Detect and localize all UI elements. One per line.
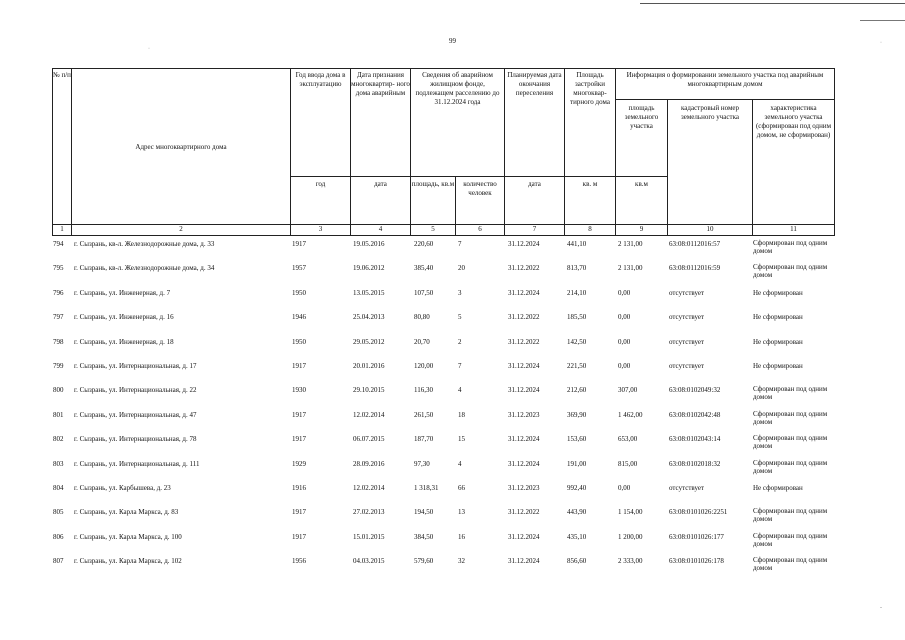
table-row bbox=[52, 260, 835, 284]
row-status: Не сформирован bbox=[753, 288, 803, 297]
col-number: 4 bbox=[378, 225, 383, 233]
row-people: 16 bbox=[458, 532, 465, 541]
row-year: 1957 bbox=[292, 264, 306, 273]
row-number: 797 bbox=[53, 313, 64, 322]
unit-date: дата bbox=[374, 180, 387, 188]
unit-area: площадь, кв.м bbox=[411, 180, 455, 188]
row-area: 194,50 bbox=[414, 508, 434, 517]
row-people: 2 bbox=[458, 337, 462, 346]
row-building-area: 369,90 bbox=[567, 410, 587, 419]
row-date: 25.04.2013 bbox=[353, 313, 385, 322]
row-cadastral: 63:08:0102043:14 bbox=[669, 435, 721, 444]
row-building-area: 142,50 bbox=[567, 337, 587, 346]
row-people: 32 bbox=[458, 557, 465, 566]
row-people: 7 bbox=[458, 361, 462, 370]
row-status: Сформирован под одним домом bbox=[753, 434, 828, 451]
row-area: 384,50 bbox=[414, 532, 434, 541]
row-year: 1917 bbox=[292, 410, 306, 419]
row-status: Не сформирован bbox=[753, 483, 803, 492]
row-date: 06.07.2015 bbox=[353, 435, 385, 444]
row-people: 13 bbox=[458, 508, 465, 517]
row-land-area: 2 131,00 bbox=[618, 240, 643, 248]
row-people: 4 bbox=[458, 459, 462, 468]
row-status: Сформирован под одним домом bbox=[753, 458, 828, 475]
row-planned-date: 31.12.2024 bbox=[508, 361, 540, 370]
header-cadastral: кадастровый номер земельного участка bbox=[681, 104, 739, 121]
table-row bbox=[52, 358, 835, 382]
row-date: 13.05.2015 bbox=[353, 288, 385, 297]
row-planned-date: 31.12.2023 bbox=[508, 410, 540, 419]
row-year: 1917 bbox=[292, 508, 306, 517]
row-address: г. Сызрань, ул. Инженерная, д. 7 bbox=[74, 288, 171, 297]
scan-edge-line bbox=[640, 3, 905, 4]
header-land-area: площадь земельного участка bbox=[624, 104, 659, 130]
row-people: 7 bbox=[458, 240, 462, 248]
row-area: 107,50 bbox=[414, 288, 434, 297]
table-row bbox=[52, 529, 835, 553]
row-status: Не сформирован bbox=[753, 337, 803, 346]
row-area: 220,60 bbox=[414, 240, 434, 248]
row-cadastral: отсутствует bbox=[669, 313, 705, 322]
col-number: 9 bbox=[639, 225, 644, 233]
row-date: 19.06.2012 bbox=[353, 264, 385, 273]
row-date: 29.05.2012 bbox=[353, 337, 385, 346]
row-planned-date: 31.12.2024 bbox=[508, 435, 540, 444]
row-cadastral: 63:08:0102049:32 bbox=[669, 386, 721, 395]
row-address: г. Сызрань, ул. Карла Маркса, д. 83 bbox=[74, 508, 179, 517]
header-land-characteristic: характеристика земельного участка (сформирован под одним домом, не сформирован) bbox=[755, 104, 832, 139]
row-address: г. Сызрань, ул. Интернациональная, д. 22 bbox=[74, 386, 197, 395]
row-status: Не сформирован bbox=[753, 361, 803, 370]
table-row bbox=[52, 553, 835, 577]
table-row bbox=[52, 504, 835, 528]
row-building-area: 992,40 bbox=[567, 483, 587, 492]
row-people: 3 bbox=[458, 288, 462, 297]
row-year: 1930 bbox=[292, 386, 306, 395]
col-number: 5 bbox=[431, 225, 435, 233]
row-year: 1917 bbox=[292, 532, 306, 541]
row-building-area: 214,10 bbox=[567, 288, 587, 297]
col-number: 6 bbox=[478, 225, 482, 233]
header-num: № п/п bbox=[53, 71, 71, 79]
table-row bbox=[52, 407, 835, 431]
row-area: 97,30 bbox=[414, 459, 430, 468]
row-building-area: 191,00 bbox=[567, 459, 587, 468]
table-row bbox=[52, 480, 835, 504]
row-land-area: 0,00 bbox=[618, 337, 631, 346]
row-planned-date: 31.12.2024 bbox=[508, 557, 540, 566]
row-address: г. Сызрань, ул. Интернациональная, д. 78 bbox=[74, 435, 197, 444]
row-building-area: 185,50 bbox=[567, 313, 587, 322]
row-year: 1950 bbox=[292, 288, 306, 297]
row-cadastral: 63:08:0102042:48 bbox=[669, 410, 721, 419]
row-year: 1917 bbox=[292, 361, 306, 370]
row-planned-date: 31.12.2022 bbox=[508, 313, 540, 322]
row-address: г. Сызрань, ул. Интернациональная, д. 47 bbox=[74, 410, 197, 419]
row-building-area: 212,60 bbox=[567, 386, 587, 395]
row-address: г. Сызрань, кв-л. Железнодорожные дома, д. 34 bbox=[74, 264, 215, 273]
table-row bbox=[52, 456, 835, 480]
row-status: Сформирован под одним домом bbox=[753, 385, 828, 402]
row-planned-date: 31.12.2024 bbox=[508, 386, 540, 395]
row-cadastral: 63:08:0112016:59 bbox=[669, 264, 721, 273]
row-cadastral: 63:08:0101026:178 bbox=[669, 557, 724, 566]
row-cadastral: 63:08:0102018:32 bbox=[669, 459, 721, 468]
row-cadastral: отсутствует bbox=[669, 483, 705, 492]
row-area: 120,00 bbox=[414, 361, 434, 370]
row-address: г. Сызрань, ул. Интернациональная, д. 111 bbox=[74, 459, 200, 468]
row-planned-date: 31.12.2023 bbox=[508, 483, 540, 492]
unit-year: год bbox=[315, 180, 326, 188]
row-land-area: 2 131,00 bbox=[618, 264, 643, 273]
header-building-area: Площадь застройки многоквар- тирного дома bbox=[570, 71, 610, 106]
row-planned-date: 31.12.2022 bbox=[508, 337, 540, 346]
header-planned-date: Планируемая дата окончания переселения bbox=[507, 71, 562, 97]
col-number: 11 bbox=[790, 225, 797, 233]
header-emergency-info: Сведения об аварийном жилищном фонде, подлежащем расселению до 31.12.2024 года bbox=[415, 71, 500, 106]
row-land-area: 0,00 bbox=[618, 313, 631, 322]
row-planned-date: 31.12.2024 bbox=[508, 288, 540, 297]
row-address: г. Сызрань, ул. Инженерная, д. 18 bbox=[74, 337, 174, 346]
table-row bbox=[52, 236, 835, 260]
row-land-area: 2 333,00 bbox=[618, 557, 643, 566]
row-planned-date: 31.12.2024 bbox=[508, 532, 540, 541]
table-row bbox=[52, 309, 835, 333]
row-status: Сформирован под одним домом bbox=[753, 409, 828, 426]
table-row bbox=[52, 334, 835, 358]
row-year: 1917 bbox=[292, 435, 306, 444]
row-area: 116,30 bbox=[414, 386, 433, 395]
row-year: 1950 bbox=[292, 337, 306, 346]
table-header bbox=[52, 68, 835, 236]
row-planned-date: 31.12.2022 bbox=[508, 508, 540, 517]
row-year: 1946 bbox=[292, 313, 306, 322]
col-number: 1 bbox=[60, 225, 64, 233]
table-row bbox=[52, 382, 835, 406]
row-cadastral: отсутствует bbox=[669, 337, 705, 346]
row-address: г. Сызрань, ул. Карла Маркса, д. 102 bbox=[74, 557, 182, 566]
table-body bbox=[52, 236, 835, 577]
row-status: Сформирован под одним домом bbox=[753, 556, 828, 573]
row-status: Сформирован под одним домом bbox=[753, 239, 828, 255]
row-cadastral: отсутствует bbox=[669, 361, 705, 370]
row-area: 187,70 bbox=[414, 435, 434, 444]
scan-dot: · bbox=[880, 40, 882, 46]
row-area: 579,60 bbox=[414, 557, 434, 566]
row-number: 801 bbox=[53, 410, 64, 419]
row-number: 796 bbox=[53, 288, 64, 297]
row-people: 4 bbox=[458, 386, 462, 395]
header-address: Адрес многоквартирного дома bbox=[135, 143, 227, 151]
header-year-built: Год ввода дома в эксплуатацию bbox=[295, 71, 346, 88]
row-people: 5 bbox=[458, 313, 462, 322]
header-land-info: Информация о формировании земельного участка под аварийным многоквартирным домом bbox=[626, 71, 824, 88]
row-cadastral: 63:08:0101026:177 bbox=[669, 532, 724, 541]
row-building-area: 435,10 bbox=[567, 532, 587, 541]
row-cadastral: 63:08:0112016:57 bbox=[669, 240, 721, 248]
row-cadastral: отсутствует bbox=[669, 288, 705, 297]
row-cadastral: 63:08:0101026:2251 bbox=[669, 508, 728, 517]
scan-dot: - bbox=[880, 605, 882, 611]
row-date: 12.02.2014 bbox=[353, 483, 385, 492]
row-number: 799 bbox=[53, 361, 64, 370]
unit-sqm2: кв.м bbox=[635, 180, 648, 188]
table-row bbox=[52, 285, 835, 309]
row-number: 805 bbox=[53, 508, 64, 517]
row-address: г. Сызрань, кв-л. Железнодорожные дома, д. 33 bbox=[74, 240, 215, 248]
row-date: 15.01.2015 bbox=[353, 532, 385, 541]
row-land-area: 1 154,00 bbox=[618, 508, 643, 517]
row-people: 20 bbox=[458, 264, 465, 273]
row-year: 1956 bbox=[292, 557, 306, 566]
row-planned-date: 31.12.2024 bbox=[508, 459, 540, 468]
row-land-area: 0,00 bbox=[618, 483, 631, 492]
row-address: г. Сызрань, ул. Инженерная, д. 16 bbox=[74, 313, 174, 322]
col-number: 8 bbox=[588, 225, 592, 233]
scan-edge-line bbox=[860, 20, 905, 21]
row-land-area: 653,00 bbox=[618, 435, 638, 444]
row-date: 29.10.2015 bbox=[353, 386, 385, 395]
unit-date2: дата bbox=[528, 180, 541, 188]
row-building-area: 856,60 bbox=[567, 557, 587, 566]
unit-people: количество человек bbox=[463, 180, 497, 197]
table-row bbox=[52, 431, 835, 455]
row-building-area: 813,70 bbox=[567, 264, 587, 273]
row-land-area: 307,00 bbox=[618, 386, 638, 395]
row-area: 20,70 bbox=[414, 337, 430, 346]
row-date: 27.02.2013 bbox=[353, 508, 385, 517]
row-planned-date: 31.12.2024 bbox=[508, 240, 540, 248]
row-building-area: 153,60 bbox=[567, 435, 587, 444]
row-people: 15 bbox=[458, 435, 465, 444]
row-people: 18 bbox=[458, 410, 465, 419]
row-area: 385,40 bbox=[414, 264, 434, 273]
col-number: 3 bbox=[318, 225, 323, 233]
row-area: 80,80 bbox=[414, 313, 430, 322]
row-date: 20.01.2016 bbox=[353, 361, 385, 370]
row-address: г. Сызрань, ул. Интернациональная, д. 17 bbox=[74, 361, 197, 370]
row-number: 806 bbox=[53, 532, 64, 541]
row-number: 800 bbox=[53, 386, 64, 395]
col-number: 2 bbox=[179, 225, 183, 233]
row-number: 794 bbox=[53, 240, 64, 248]
row-building-area: 221,50 bbox=[567, 361, 587, 370]
row-number: 798 bbox=[53, 337, 64, 346]
page-number: 99 bbox=[449, 37, 456, 45]
row-date: 12.02.2014 bbox=[353, 410, 385, 419]
row-date: 28.09.2016 bbox=[353, 459, 385, 468]
row-address: г. Сызрань, ул. Карла Маркса, д. 100 bbox=[74, 532, 182, 541]
row-status: Сформирован под одним домом bbox=[753, 263, 828, 280]
row-address: г. Сызрань, ул. Карбышева, д. 23 bbox=[74, 483, 171, 492]
row-people: 66 bbox=[458, 483, 465, 492]
row-number: 795 bbox=[53, 264, 64, 273]
row-date: 19.05.2016 bbox=[353, 240, 385, 248]
row-date: 04.03.2015 bbox=[353, 557, 385, 566]
col-number: 7 bbox=[532, 225, 537, 233]
row-number: 803 bbox=[53, 459, 64, 468]
row-status: Сформирован под одним домом bbox=[753, 531, 828, 548]
row-year: 1929 bbox=[292, 459, 306, 468]
row-status: Сформирован под одним домом bbox=[753, 507, 828, 524]
row-number: 807 bbox=[53, 557, 64, 566]
unit-sqm: кв. м bbox=[582, 180, 598, 188]
row-land-area: 1 462,00 bbox=[618, 410, 643, 419]
header-recognized-date: Дата признания многоквартир- ного дома аварийным bbox=[351, 71, 410, 97]
row-area: 1 318,31 bbox=[414, 483, 439, 492]
row-building-area: 443,90 bbox=[567, 508, 587, 517]
row-planned-date: 31.12.2022 bbox=[508, 264, 540, 273]
row-year: 1916 bbox=[292, 483, 306, 492]
row-building-area: 441,10 bbox=[567, 240, 587, 248]
col-number: 10 bbox=[706, 225, 714, 233]
row-year: 1917 bbox=[292, 240, 306, 248]
scan-dot: · bbox=[148, 46, 150, 52]
row-area: 261,50 bbox=[414, 410, 434, 419]
row-land-area: 815,00 bbox=[618, 459, 638, 468]
row-land-area: 0,00 bbox=[618, 361, 631, 370]
row-land-area: 0,00 bbox=[618, 288, 631, 297]
row-land-area: 1 200,00 bbox=[618, 532, 643, 541]
row-number: 802 bbox=[53, 435, 64, 444]
row-status: Не сформирован bbox=[753, 313, 803, 322]
row-number: 804 bbox=[53, 483, 64, 492]
